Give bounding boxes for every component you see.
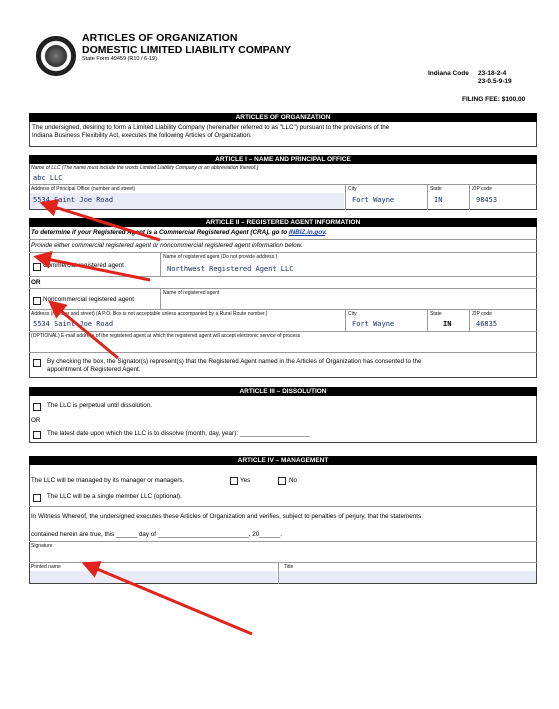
agent-zip-label: ZIP code (472, 311, 492, 317)
managed-no-label: No (289, 477, 298, 484)
principal-zip-label: ZIP code (472, 186, 492, 192)
principal-city-label: City (348, 186, 357, 192)
cra-determine-label: To determine if your Registered Agent is a Commercial Registered Agent (CRA), go to (31, 229, 288, 236)
indiana-code-1: 23-18-2-4 (478, 70, 507, 77)
agent-city-label: City (348, 311, 357, 317)
llc-name-input[interactable]: abc LLC (33, 174, 63, 182)
ncra-checkbox-label: Noncommercial registered agent (43, 296, 134, 303)
agent-state-label: State (430, 311, 442, 317)
principal-zip-input[interactable]: 98453 (476, 196, 498, 204)
or-label: OR (31, 279, 41, 286)
agent-address-input[interactable]: 5534 Saint Joe Road (33, 320, 114, 328)
ncra-name-label: Name of registered agent (163, 290, 220, 296)
form-title-line1: ARTICLES OF ORGANIZATION (82, 32, 238, 44)
perpetual-text: The LLC is perpetual until dissolution. (47, 402, 153, 409)
principal-state-label: State (430, 186, 442, 192)
filing-fee: FILING FEE: $100.00 (462, 96, 526, 103)
article4-bar: ARTICLE IV – MANAGEMENT (29, 456, 537, 465)
indiana-code-label: Indiana Code (428, 70, 469, 77)
llc-name-label: Name of LLC (The name must include the words Limited Liability Company or an abbreviation thereof.) (31, 165, 259, 171)
principal-state-input[interactable]: IN (434, 196, 443, 204)
cra-name-input[interactable]: Northwest Registered Agent LLC (167, 265, 294, 273)
indiana-code-2: 23-0.5-9-19 (478, 78, 512, 85)
provide-text: Provide either commercial registered agent or noncommercial registered agent information below. (31, 242, 303, 249)
printed-name-label: Printed name (31, 564, 61, 570)
article3-bar: ARTICLE III – DISSOLUTION (29, 387, 537, 396)
agent-address-label: Address (number and street) (A P.O. Box is not acceptable unless accompanied by a Rural Route number.) (31, 311, 268, 317)
signature-label: Signature (31, 543, 53, 549)
managed-text: The LLC will be managed by its manager or managers. (31, 477, 185, 484)
agent-city-input[interactable]: Fort Wayne (352, 320, 395, 328)
arrow-to-printed-name (90, 566, 252, 634)
single-member-text: The LLC will be a single member LLC (optional). (47, 493, 182, 500)
arrow-to-agent-address (55, 306, 118, 358)
form-id: State Form 49459 (R10 / 6-19) (82, 56, 157, 62)
article2-bar: ARTICLE II – REGISTERED AGENT INFORMATION (29, 218, 537, 227)
cra-name-label: Name of registered agent (Do not provide address.) (163, 254, 278, 260)
agent-email-label: (OPTIONAL) E-mail address of the registered agent at which the registered agent will accept electronic service of process (31, 333, 301, 339)
intro-text-2: Indiana Business Flexibility Act, executes the following Articles of Organization. (32, 132, 252, 139)
intro-bar: ARTICLES OF ORGANIZATION (29, 113, 537, 122)
witness-text-1: In Witness Whereof, the undersigned executes these Articles of Organization and verifies, subject to penalties of perjury, that the statements (31, 513, 422, 520)
intro-text-1: The undersigned, desiring to form a Limited Liability Company (hereinafter referred to as "LLC") pursuant to the provisions of the (32, 124, 390, 131)
or-label-2: OR (31, 417, 41, 424)
arrow-to-cra-checkbox (42, 258, 150, 280)
cra-checkbox-label: Commercial registered agent (43, 262, 124, 269)
article1-bar: ARTICLE I – NAME AND PRINCIPAL OFFICE (29, 155, 537, 164)
managed-yes-label: Yes (240, 477, 251, 484)
inbiz-link[interactable]: INBIZ.in.gov (288, 229, 326, 236)
principal-address-input[interactable]: 5534 Saint Joe Road (33, 196, 114, 204)
consent-text-1: By checking the box, the Signator(s) represent(s) that the Registered Agent named in the Articles of Organization has consented to the (47, 358, 422, 365)
title-label: Title (284, 564, 294, 570)
arrow-to-principal-address (48, 205, 160, 240)
consent-text-2: appointment of Registered Agent. (47, 366, 141, 373)
principal-address-label: Address of Principal Office (number and street) (31, 186, 136, 192)
principal-city-input[interactable]: Fort Wayne (352, 196, 395, 204)
form-title-line2: DOMESTIC LIMITED LIABILITY COMPANY (82, 44, 292, 56)
cra-determine-text: To determine if your Registered Agent is a Commercial Registered Agent (CRA), go to INBIZ.in.gov. (31, 229, 328, 236)
dissolve-date-text: The latest date upon which the LLC is to dissolve (month, day, year): ____________________ (47, 430, 310, 437)
witness-text-2: contained herein are true, this ______ day of __________________________, 20______. (31, 531, 283, 538)
agent-state-input[interactable]: IN (443, 320, 452, 328)
agent-zip-input[interactable]: 46835 (476, 320, 498, 328)
